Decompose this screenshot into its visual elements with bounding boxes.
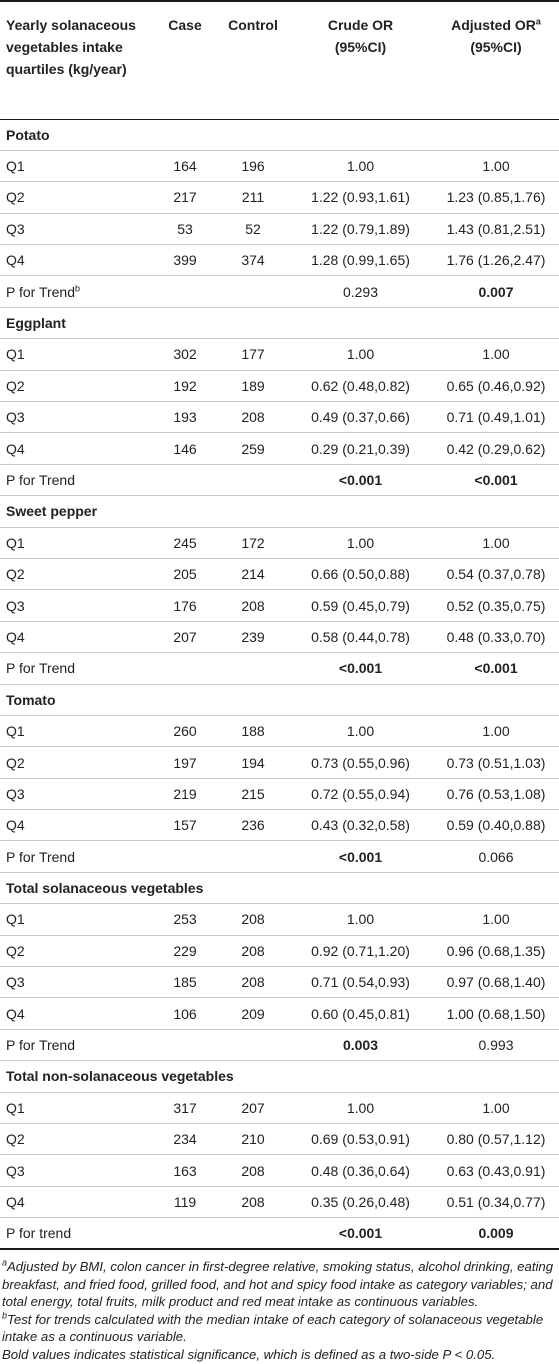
table-row <box>0 747 559 778</box>
adjusted-or-cell: 0.52 (0.35,0.75) <box>446 597 546 614</box>
case-cell: 157 <box>173 817 197 834</box>
crude-or-cell: 0.60 (0.45,0.81) <box>311 1005 410 1022</box>
quartile-cell: Q4 <box>6 252 25 269</box>
table-row <box>0 433 559 464</box>
quartile-cell: Q3 <box>6 409 25 426</box>
case-cell: 317 <box>173 1099 197 1116</box>
table-row <box>0 1186 559 1217</box>
adjusted-or-cell: 0.65 (0.46,0.92) <box>446 377 546 394</box>
header-case: Case <box>168 17 202 33</box>
crude-or-cell: 1.00 <box>346 1099 375 1116</box>
control-cell: 177 <box>241 346 265 363</box>
crude-or-cell: 0.35 (0.26,0.48) <box>311 1193 410 1210</box>
section-header-row <box>0 872 559 903</box>
adjusted-or-cell: 1.00 <box>482 723 510 740</box>
trend-adjusted-p: <0.001 <box>474 471 518 488</box>
adjusted-or-cell: 0.59 (0.40,0.88) <box>446 817 546 834</box>
crude-or-cell: 0.48 (0.36,0.64) <box>311 1162 410 1179</box>
case-cell: 399 <box>173 252 197 269</box>
control-cell: 208 <box>241 1162 265 1179</box>
adjusted-or-cell: 1.00 <box>482 158 510 175</box>
trend-row <box>0 653 559 684</box>
trend-crude-p: 0.003 <box>342 1037 379 1054</box>
trend-label-cell <box>0 1029 152 1060</box>
quartile-cell: Q1 <box>6 911 25 928</box>
crude-or-cell: 0.43 (0.32,0.58) <box>311 817 410 834</box>
case-cell: 193 <box>173 409 197 426</box>
trend-adjusted-p: 0.066 <box>478 848 514 865</box>
table-header <box>0 1 559 119</box>
adjusted-or-cell: 1.00 <box>482 534 510 551</box>
table-row <box>0 527 559 558</box>
table-row <box>0 715 559 746</box>
control-cell: 189 <box>241 377 265 394</box>
trend-crude-p: <0.001 <box>338 471 383 488</box>
trend-crude-p: <0.001 <box>338 1225 383 1242</box>
table-row <box>0 621 559 652</box>
section-title: Sweet pepper <box>6 503 98 520</box>
control-cell: 194 <box>241 754 265 771</box>
footnote-a-label: a <box>2 1257 8 1268</box>
case-cell: 53 <box>177 220 193 237</box>
case-cell: 302 <box>173 346 197 363</box>
quartile-cell: Q4 <box>6 628 25 645</box>
control-cell: 172 <box>241 534 265 551</box>
case-cell: 205 <box>173 566 197 583</box>
table-row <box>0 370 559 401</box>
case-cell: 192 <box>173 377 197 394</box>
quartile-cell: Q4 <box>6 1005 25 1022</box>
quartile-cell: Q2 <box>6 189 25 206</box>
crude-or-cell: 0.73 (0.55,0.96) <box>311 754 410 771</box>
adjusted-or-cell: 0.73 (0.51,1.03) <box>446 754 546 771</box>
table-row <box>0 402 559 433</box>
table-row <box>0 778 559 809</box>
quartile-cell: Q2 <box>6 1131 25 1148</box>
trend-crude-p: 0.293 <box>342 283 379 300</box>
case-cell <box>152 653 218 684</box>
crude-or-cell: 0.49 (0.37,0.66) <box>311 409 410 426</box>
table-row <box>0 998 559 1029</box>
adjusted-or-cell: 1.00 <box>482 1099 510 1116</box>
trend-adjusted-p: 0.007 <box>478 283 514 300</box>
trend-label-cell <box>0 653 152 684</box>
case-cell: 164 <box>173 158 197 175</box>
quartile-cell: Q2 <box>6 377 25 394</box>
crude-or-cell: 0.66 (0.50,0.88) <box>311 566 410 583</box>
case-cell: 234 <box>173 1131 197 1148</box>
control-cell: 209 <box>241 1005 265 1022</box>
quartile-cell: Q3 <box>6 1162 25 1179</box>
table-row <box>0 558 559 589</box>
table-row <box>0 935 559 966</box>
table-row <box>0 245 559 276</box>
adjusted-or-cell: 1.00 (0.68,1.50) <box>446 1005 546 1022</box>
section-title: Total solanaceous vegetables <box>6 880 204 897</box>
quartile-cell: Q2 <box>6 942 25 959</box>
trend-label: P for trend <box>6 1225 72 1242</box>
quartile-cell: Q1 <box>6 723 25 740</box>
trend-label-cell <box>0 464 152 495</box>
control-cell: 208 <box>241 597 265 614</box>
quartile-cell: Q1 <box>6 1099 25 1116</box>
section-title: Eggplant <box>6 315 66 332</box>
crude-or-cell: 1.22 (0.79,1.89) <box>311 220 410 237</box>
crude-or-cell: 1.00 <box>346 723 375 740</box>
section-header-row <box>0 684 559 715</box>
header-control: Control <box>228 17 278 33</box>
trend-adjusted-p: 0.993 <box>478 1037 514 1054</box>
section-header-row <box>0 119 559 150</box>
table-row <box>0 1124 559 1155</box>
section-title: Potato <box>6 126 50 143</box>
trend-row <box>0 1218 559 1249</box>
control-cell: 207 <box>241 1099 265 1116</box>
adjusted-or-cell: 0.54 (0.37,0.78) <box>446 566 546 583</box>
table-body <box>0 119 559 1249</box>
case-cell <box>152 464 218 495</box>
adjusted-or-cell: 0.48 (0.33,0.70) <box>446 628 546 645</box>
header-adjusted-or <box>433 1 559 119</box>
case-cell: 197 <box>173 754 197 771</box>
control-cell <box>218 1218 288 1249</box>
table-row <box>0 590 559 621</box>
case-cell <box>152 841 218 872</box>
case-cell: 219 <box>173 785 197 802</box>
case-cell: 229 <box>173 942 197 959</box>
trend-row <box>0 841 559 872</box>
case-cell <box>152 1218 218 1249</box>
control-cell: 208 <box>241 409 265 426</box>
quartile-cell: Q3 <box>6 785 25 802</box>
header-adjusted-or-label: Adjusted OR <box>451 17 536 33</box>
crude-or-cell: 1.00 <box>346 346 375 363</box>
quartile-cell: Q1 <box>6 158 25 175</box>
footnote-b-text: Test for trends calculated with the median intake of each category of solanaceous vegetable intake as a continuous variable. <box>2 1311 544 1345</box>
footnote-b-marker: b <box>75 282 81 293</box>
case-cell: 260 <box>173 723 197 740</box>
adjusted-or-cell: 1.00 <box>482 911 510 928</box>
table-footnotes <box>0 1250 559 1364</box>
trend-label-cell <box>0 276 152 307</box>
trend-row <box>0 464 559 495</box>
crude-or-cell: 0.59 (0.45,0.79) <box>311 597 410 614</box>
control-cell: 208 <box>241 942 265 959</box>
adjusted-or-cell: 0.80 (0.57,1.12) <box>446 1131 546 1148</box>
case-cell: 146 <box>173 440 197 457</box>
table-row <box>0 150 559 181</box>
trend-label-cell <box>0 1218 152 1249</box>
crude-or-cell: 0.58 (0.44,0.78) <box>311 628 410 645</box>
control-cell: 211 <box>241 189 265 206</box>
quartile-cell: Q3 <box>6 974 25 991</box>
adjusted-or-cell: 1.23 (0.85,1.76) <box>446 189 546 206</box>
control-cell: 208 <box>241 1193 265 1210</box>
control-cell <box>218 464 288 495</box>
adjusted-or-cell: 1.76 (1.26,2.47) <box>446 252 546 269</box>
control-cell <box>218 276 288 307</box>
trend-label-cell <box>0 841 152 872</box>
trend-adjusted-p: <0.001 <box>474 660 518 677</box>
adjusted-or-cell: 0.51 (0.34,0.77) <box>446 1193 546 1210</box>
crude-or-cell: 0.71 (0.54,0.93) <box>311 974 410 991</box>
crude-or-cell: 0.29 (0.21,0.39) <box>311 440 410 457</box>
adjusted-or-cell: 0.63 (0.43,0.91) <box>446 1162 546 1179</box>
case-cell <box>152 276 218 307</box>
trend-label: P for Trend <box>6 660 76 677</box>
case-cell: 207 <box>173 628 197 645</box>
crude-or-cell: 0.72 (0.55,0.94) <box>311 785 410 802</box>
control-cell <box>218 1029 288 1060</box>
control-cell <box>218 841 288 872</box>
table-row <box>0 339 559 370</box>
case-cell: 163 <box>173 1162 197 1179</box>
quartile-cell: Q2 <box>6 566 25 583</box>
case-cell: 119 <box>173 1193 197 1210</box>
quartile-cell: Q1 <box>6 346 25 363</box>
control-cell: 214 <box>241 566 265 583</box>
section-header-row <box>0 307 559 338</box>
crude-or-cell: 1.00 <box>346 911 375 928</box>
case-cell: 253 <box>173 911 197 928</box>
header-adjusted-or-ci: (95%CI) <box>470 39 522 55</box>
control-cell: 208 <box>241 911 265 928</box>
control-cell: 215 <box>241 785 265 802</box>
control-cell: 188 <box>241 723 265 740</box>
adjusted-or-cell: 0.71 (0.49,1.01) <box>446 409 546 426</box>
case-cell: 217 <box>173 189 197 206</box>
crude-or-cell: 1.22 (0.93,1.61) <box>311 189 410 206</box>
control-cell <box>218 653 288 684</box>
crude-or-cell: 1.00 <box>346 534 375 551</box>
trend-row <box>0 1029 559 1060</box>
adjusted-or-cell: 1.43 (0.81,2.51) <box>446 220 546 237</box>
footnote-a-marker: a <box>535 16 541 27</box>
section-title: Tomato <box>6 691 56 708</box>
case-cell: 176 <box>173 597 197 614</box>
footnote-b-label: b <box>2 1310 8 1321</box>
control-cell: 210 <box>241 1131 265 1148</box>
trend-row <box>0 276 559 307</box>
quartile-cell: Q3 <box>6 597 25 614</box>
table-row <box>0 1092 559 1123</box>
trend-adjusted-p: 0.009 <box>478 1225 514 1242</box>
adjusted-or-cell: 0.76 (0.53,1.08) <box>446 785 546 802</box>
trend-label: P for Trend <box>6 848 76 865</box>
table-row <box>0 904 559 935</box>
control-cell: 259 <box>241 440 265 457</box>
adjusted-or-cell: 0.97 (0.68,1.40) <box>446 974 546 991</box>
table-row <box>0 810 559 841</box>
trend-crude-p: <0.001 <box>338 660 383 677</box>
quartile-cell: Q3 <box>6 220 25 237</box>
footnote-bold: Bold values indicates statistical significance, which is defined as a two-side P < 0.05. <box>2 1347 496 1363</box>
control-cell: 196 <box>241 158 265 175</box>
adjusted-or-cell: 1.00 <box>482 346 510 363</box>
control-cell: 52 <box>245 220 261 237</box>
trend-label: P for Trend <box>6 283 76 300</box>
header-crude-or-ci: (95%CI) <box>334 39 387 55</box>
trend-label: P for Trend <box>6 1037 76 1054</box>
control-cell: 236 <box>241 817 265 834</box>
crude-or-cell: 0.62 (0.48,0.82) <box>311 377 410 394</box>
table-row <box>0 1155 559 1186</box>
control-cell: 239 <box>241 628 265 645</box>
case-cell: 245 <box>173 534 197 551</box>
section-title: Total non-solanaceous vegetables <box>6 1068 234 1085</box>
table-row <box>0 967 559 998</box>
crude-or-cell: 0.69 (0.53,0.91) <box>311 1131 410 1148</box>
footnote-a-text: Adjusted by BMI, colon cancer in first-degree relative, smoking status, alcohol drinking, eating breakfast, and fried food, grilled food, and hot and spicy food intake as category variables; and total energy, total fruits, milk product and red meat intake as continuous variables. <box>2 1259 554 1310</box>
case-cell: 106 <box>173 1005 197 1022</box>
quartile-cell: Q4 <box>6 440 25 457</box>
crude-or-cell: 1.28 (0.99,1.65) <box>311 252 410 269</box>
header-crude-or <box>288 1 433 119</box>
trend-crude-p: <0.001 <box>338 848 383 865</box>
quartile-cell: Q4 <box>6 817 25 834</box>
quartile-cell: Q2 <box>6 754 25 771</box>
control-cell: 374 <box>241 252 265 269</box>
crude-or-cell: 1.00 <box>346 158 375 175</box>
adjusted-or-cell: 0.96 (0.68,1.35) <box>446 942 546 959</box>
footnote-a <box>2 1258 557 1311</box>
table-row <box>0 213 559 244</box>
crude-or-cell: 0.92 (0.71,1.20) <box>311 942 410 959</box>
table-row <box>0 182 559 213</box>
section-header-row <box>0 1061 559 1092</box>
quartile-cell: Q1 <box>6 534 25 551</box>
header-quartiles: Yearly solanaceous vegetables intake quartiles (kg/year) <box>6 17 136 77</box>
quartile-cell: Q4 <box>6 1193 25 1210</box>
footnote-b <box>2 1311 557 1346</box>
case-cell <box>152 1029 218 1060</box>
header-crude-or-label: Crude OR <box>327 17 394 33</box>
adjusted-or-cell: 0.42 (0.29,0.62) <box>446 440 546 457</box>
trend-label: P for Trend <box>6 471 76 488</box>
section-header-row <box>0 496 559 527</box>
case-cell: 185 <box>173 974 197 991</box>
control-cell: 208 <box>241 974 265 991</box>
